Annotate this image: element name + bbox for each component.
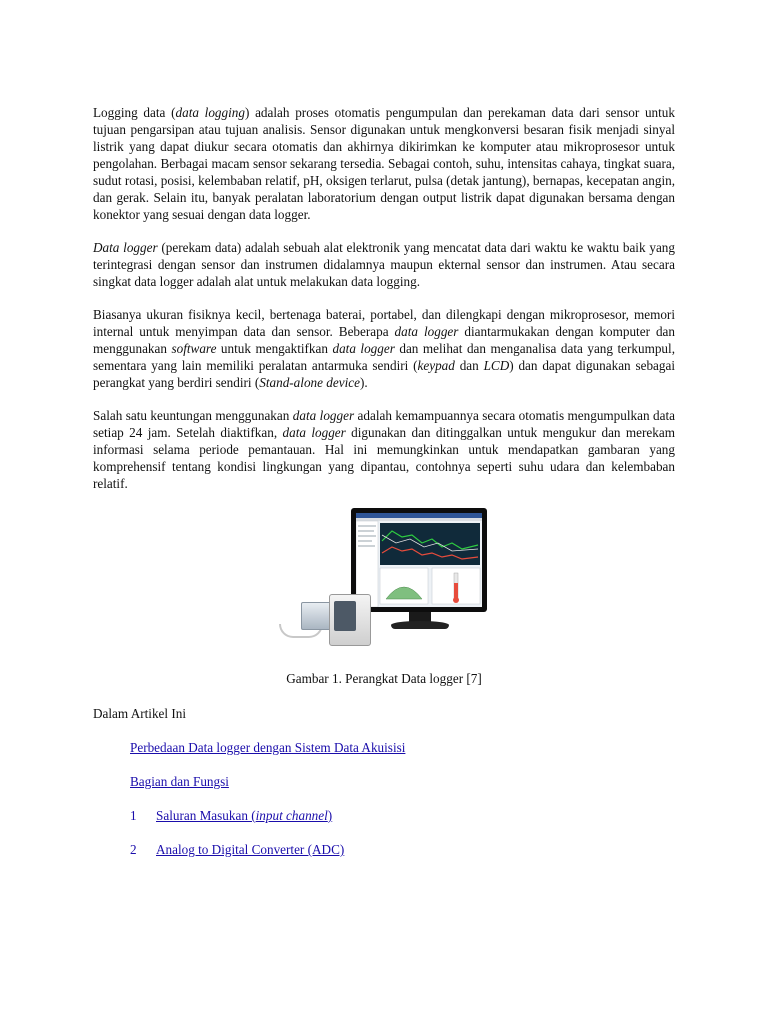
monitor-illustration [351,508,487,612]
text-run: ) [327,808,333,823]
monitor-stand-base [391,621,449,629]
figure-data-logger [93,508,675,687]
text-run: Perbedaan Data logger dengan Sistem Data Akuisisi [130,740,406,755]
toc-link-adc[interactable] [130,842,344,857]
italic-term: Data logger [93,240,158,255]
italic-term: data logger [394,324,459,339]
italic-term: Stand-alone device [259,375,360,390]
data-logger-device [329,594,371,646]
italic-term: input channel [255,808,328,823]
toc-item [130,739,675,756]
toc-link-perbedaan[interactable] [130,740,405,755]
text-run: dan melihat dan menganalisa data yang terkumpul, sementara yang lain memiliki peralatan antarmuka sendiri ( [93,341,675,373]
italic-term: data logger [292,408,355,423]
toc-number: 2 [130,842,137,857]
text-run: ) adalah proses otomatis pengumpulan dan perekaman data dari sensor untuk tujuan pengarsipan atau tujuan analisis. Sensor digunakan untuk mengkonversi besaran fisik menjadi sinyal listrik yang dapat diukur secara otomatis dan akhirnya dikirimkan ke komputer atau mikroprosesor untuk pengolahan. Berbagai macam sensor sekarang tersedia. Sebagai contoh, suhu, intensitas cahaya, tingkat suara, sudut rotasi, posisi, kelembaban relatif, pH, oksigen terlarut, pulsa (detak jantung), bernapas, kecepatan angin, dan gerak. Selain itu, banyak peralatan laboratorium dengan output listrik dapat digunakan bersama dengan konektor yang sesuai dengan data logger. [93,105,675,222]
italic-term: keypad [417,358,455,373]
toc-number: 1 [130,808,137,823]
italic-term: data logging [175,105,245,120]
text-run: (perekam data) adalah sebuah alat elektronik yang mencatat data dari waktu ke waktu baik yang terintegrasi dengan sensor dan instrumen didalamnya maupun ekternal sensor dan instrumen. Atau secara singkat data logger adalah alat untuk melakukan data logging. [93,240,675,289]
monitor-screen [356,513,482,607]
text-run: ) dan dapat digunakan sebagai perangkat yang berdiri sendiri ( [93,358,676,390]
text-run: digunakan dan ditinggalkan untuk mengukur dan merekam informasi selama periode pemantauan. Hal ini memungkinkan untuk mendapatkan gambaran yang komprehensif tentang kondisi lingkungan yang dipantau, contohnya seperti suhu udara dan kelembaban relatif. [93,425,675,491]
toc-item [130,841,675,858]
toc-item [130,773,675,790]
toc-link-bagian-fungsi[interactable] [130,774,229,789]
text-run: Logging data ( [93,105,176,120]
text-run: diantarmukakan dengan komputer dan menggunakan [93,324,675,356]
table-of-contents [93,739,675,858]
text-run: Analog to Digital Converter (ADC) [156,842,345,857]
text-run: dan [454,358,484,373]
paragraph-advantages [93,407,675,492]
text-run: Biasanya ukuran fisiknya kecil, bertenaga baterai, portabel, dan dilengkapi dengan mikroprosesor, memori internal untuk menyimpan data dan sensor. Beberapa [93,307,675,339]
text-run: ). [359,375,368,390]
italic-term: software [171,341,217,356]
document-page [93,104,675,858]
italic-term: data logger [282,425,346,440]
text-run: untuk mengaktifkan [216,341,333,356]
paragraph-definition [93,239,675,290]
paragraph-intro [93,104,675,223]
italic-term: data logger [332,341,395,356]
data-logger-illustration [93,508,675,654]
text-run: Salah satu keuntungan menggunakan [93,408,293,423]
toc-heading: Dalam Artikel Ini [93,706,187,721]
text-run: Saluran Masukan ( [156,808,256,823]
sensor-unit [301,602,331,630]
italic-term: LCD [483,358,510,373]
software-screen-graphic [356,513,482,607]
text-run: Bagian dan Fungsi [130,774,229,789]
text-run: adalah kemampuannya secara otomatis mengumpulkan data setiap 24 jam. Setelah diaktifkan, [93,408,675,440]
device-display [334,601,356,631]
toc-link-saluran-masukan[interactable] [130,808,332,823]
figure-caption: Gambar 1. Perangkat Data logger [7] [286,671,482,686]
toc-item [130,807,675,824]
paragraph-features [93,306,675,391]
